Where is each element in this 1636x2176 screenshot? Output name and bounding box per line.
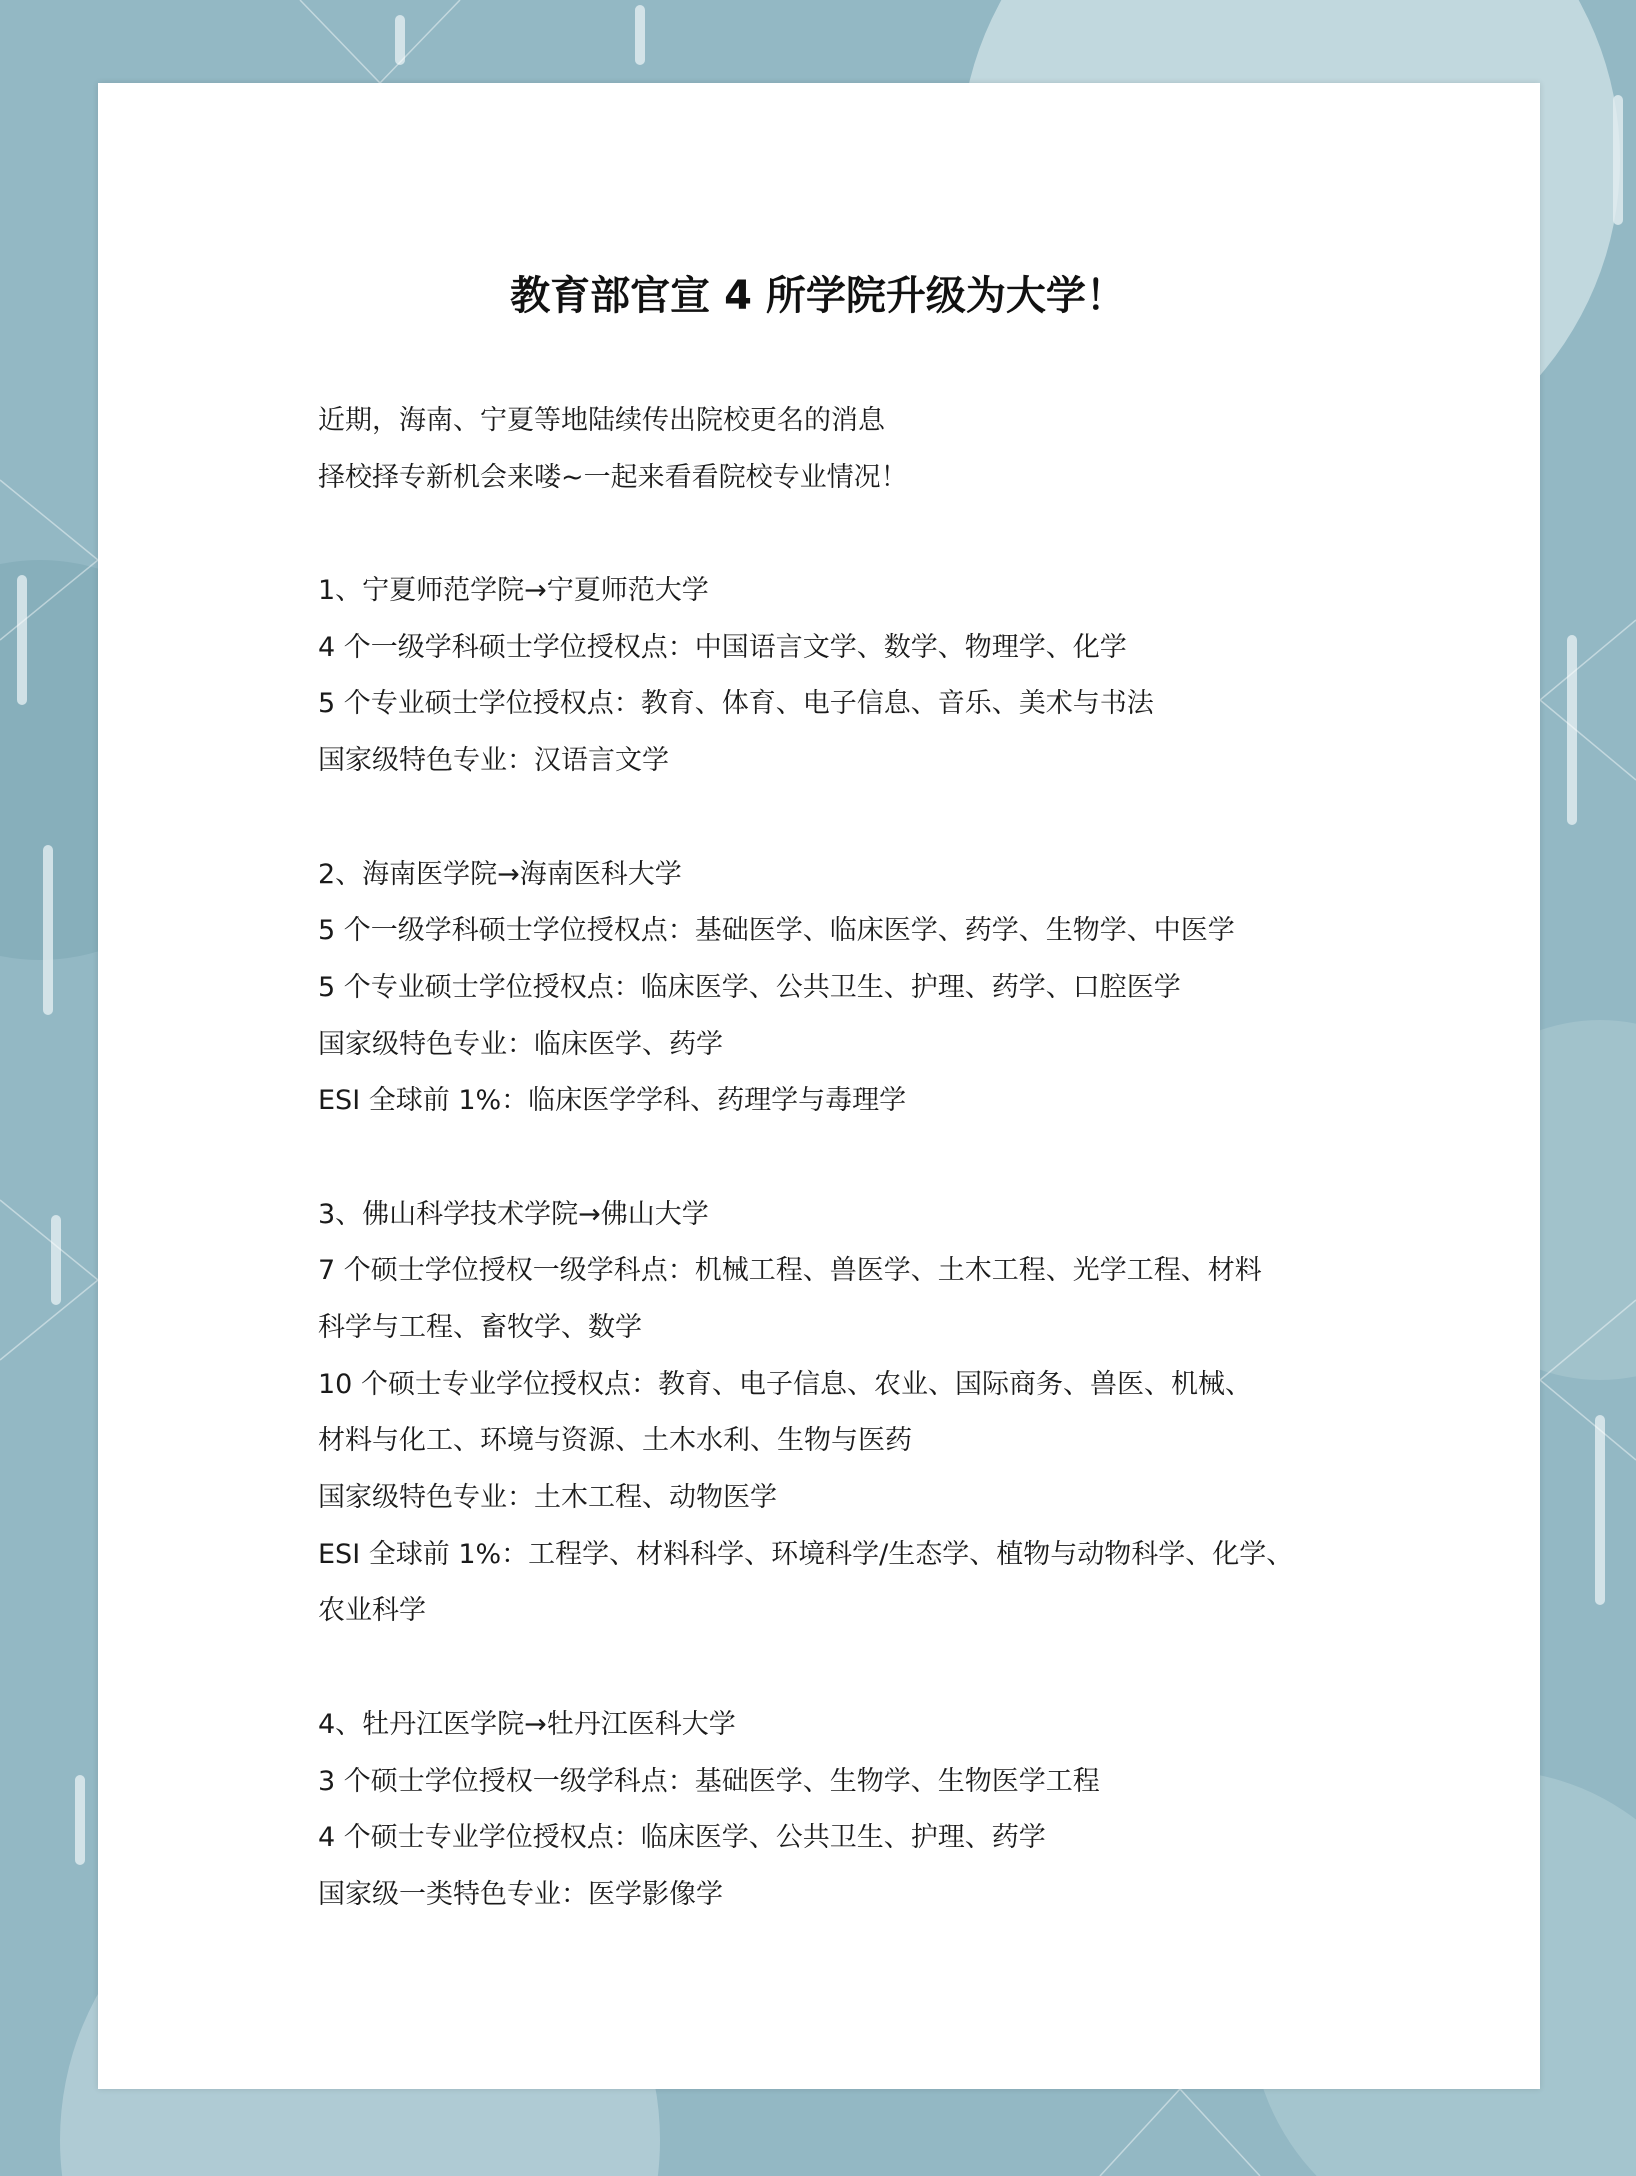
section-line: 国家级特色专业：汉语言文学 <box>318 745 669 777</box>
section-line: 科学与工程、畜牧学、数学 <box>318 1312 642 1343</box>
section-line: 国家级特色专业：土木工程、动物医学 <box>318 1482 777 1514</box>
section-line: 国家级特色专业：临床医学、药学 <box>318 1028 723 1060</box>
section-heading: 3、佛山科学技术学院→佛山大学 <box>318 1198 709 1230</box>
section-line: ESI 全球前 1%：工程学、材料科学、环境科学/生态学、植物与动物科学、化学、 <box>318 1538 1294 1570</box>
section-heading: 1、宁夏师范学院→宁夏师范大学 <box>318 575 709 607</box>
page-title: 教育部官宣 4 所学院升级为大学！ <box>510 273 1126 319</box>
intro-line: 择校择专新机会来喽~一起来看看院校专业情况！ <box>318 461 908 493</box>
section-line: 国家级一类特色专业：医学影像学 <box>318 1878 723 1910</box>
section-line: 7 个硕士学位授权一级学科点：机械工程、兽医学、土木工程、光学工程、材料 <box>318 1255 1262 1287</box>
section-line: 4 个硕士专业学位授权点：临床医学、公共卫生、护理、药学 <box>318 1822 1046 1854</box>
section-line: 农业科学 <box>318 1595 426 1627</box>
section-line: ESI 全球前 1%：临床医学学科、药理学与毒理学 <box>318 1085 907 1117</box>
spacer <box>318 506 1338 563</box>
intro-line: 近期，海南、宁夏等地陆续传出院校更名的消息 <box>318 405 885 436</box>
section-heading: 2、海南医学院→海南医科大学 <box>318 858 682 890</box>
spacer <box>318 1640 1338 1697</box>
section-line: 10 个硕士专业学位授权点：教育、电子信息、农业、国际商务、兽医、机械、 <box>318 1368 1252 1400</box>
section-heading: 4、牡丹江医学院→牡丹江医科大学 <box>318 1708 736 1740</box>
section-line: 5 个专业硕士学位授权点：临床医学、公共卫生、护理、药学、口腔医学 <box>318 971 1181 1003</box>
section-line: 材料与化工、环境与资源、土木水利、生物与医药 <box>318 1425 912 1457</box>
section-line: 3 个硕士学位授权一级学科点：基础医学、生物学、生物医学工程 <box>318 1765 1100 1797</box>
spacer <box>318 790 1338 847</box>
article-body <box>318 393 1338 1924</box>
section-line: 4 个一级学科硕士学位授权点：中国语言文学、数学、物理学、化学 <box>318 631 1127 663</box>
section-line: 5 个专业硕士学位授权点：教育、体育、电子信息、音乐、美术与书法 <box>318 688 1154 720</box>
spacer <box>318 1130 1338 1187</box>
section-line: 5 个一级学科硕士学位授权点：基础医学、临床医学、药学、生物学、中医学 <box>318 915 1235 947</box>
